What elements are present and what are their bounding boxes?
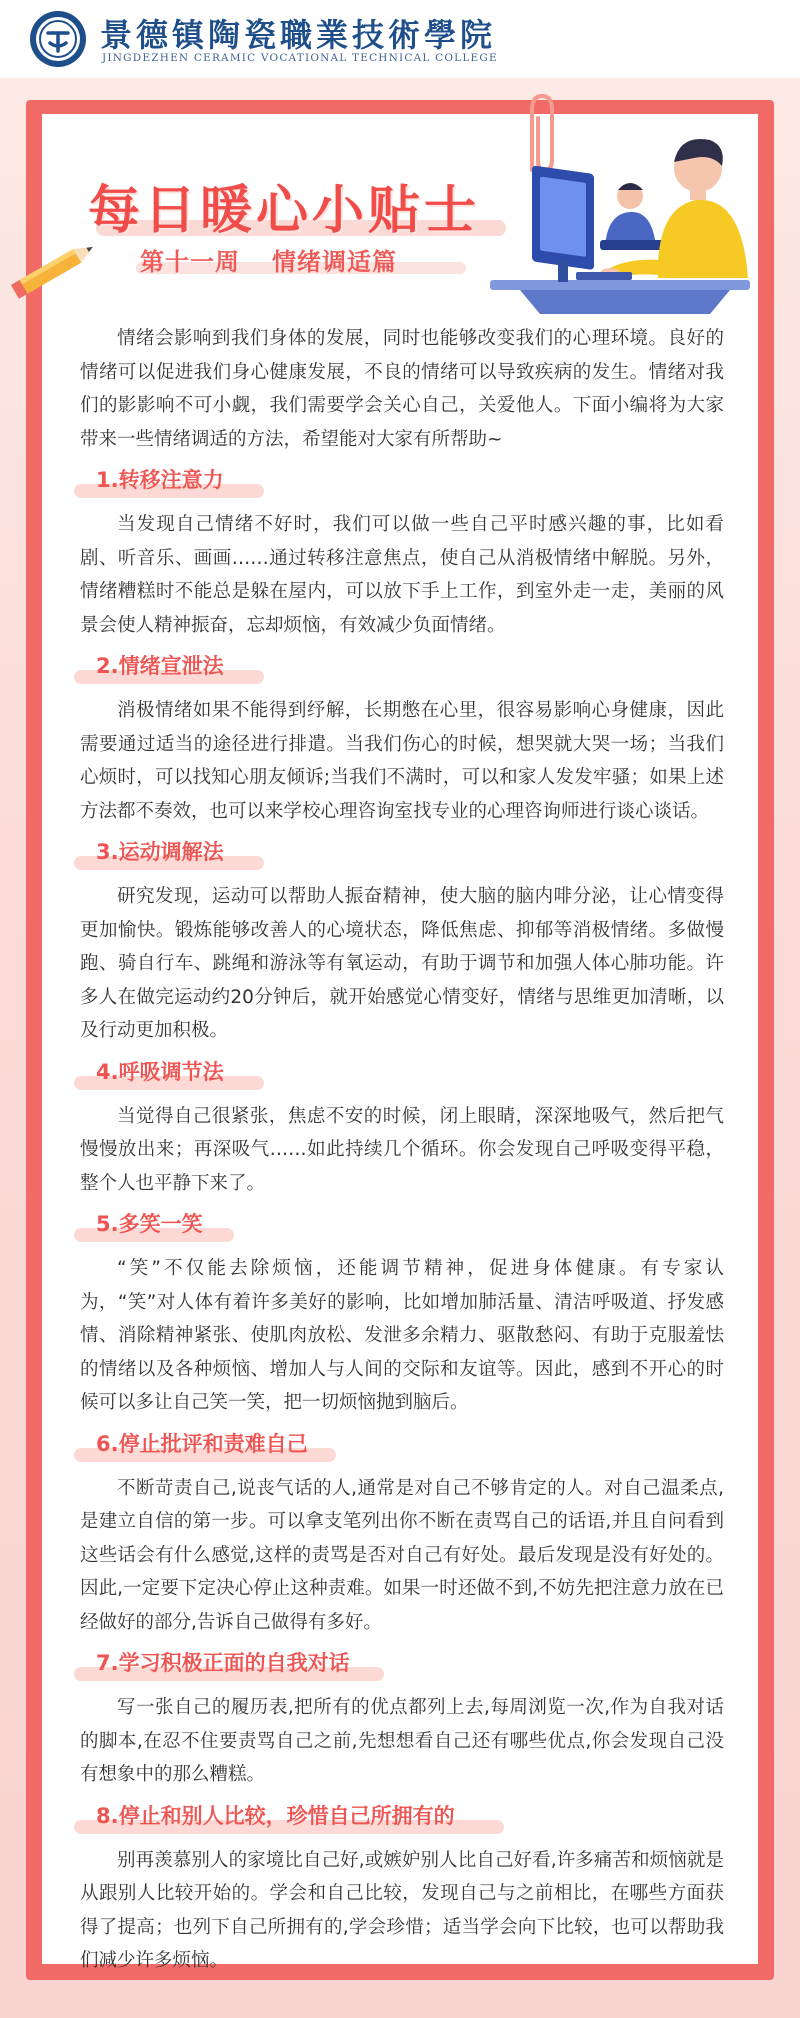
section-paragraph: 当发现自己情绪不好时，我们可以做一些自己平时感兴趣的事，比如看剧、听音乐、画画……通过转移注意焦点，使自己从消极情绪中解脱。另外，情绪糟糕时不能总是躲在屋内，可以放下手上工作，到室外走一走，美丽的风景会使人精神振奋，忘却烦恼，有效减少负面情绪。 [80, 514, 724, 636]
section-heading-text: 3.运动调解法 [96, 840, 224, 864]
section-paragraph: “笑”不仅能去除烦恼，还能调节精神，促进身体健康。有专家认为，“笑”对人体有着许多美好的影响，比如增加肺活量、清洁呼吸道、抒发感情、消除精神紧张、使肌肉放松、发泄多余精力、驱散愁闷、有助于克服羞怯的情绪以及各种烦恼、增加人与人间的交际和友谊等。因此，感到不开心的时候可以多让自己笑一笑，把一切烦恼抛到脑后。 [80, 1258, 724, 1413]
section-paragraph: 别再羡慕别人的家境比自己好,或嫉妒别人比自己好看,许多痛苦和烦恼就是从跟别人比较开始的。学会和自己比较，发现自己与之前相比，在哪些方面获得了提高；也列下自己所拥有的,学会珍惜；适当学会向下比较，也可以帮助我们减少许多烦恼。 [80, 1849, 724, 1971]
section-paragraph: 研究发现，运动可以帮助人振奋精神，使大脑的脑内啡分泌，让心情变得更加愉快。锻炼能够改善人的心境状态，降低焦虑、抑郁等消极情绪。多做慢跑、骑自行车、跳绳和游泳等有氧运动，有助于调节和加强人体心肺功能。许多人在做完运动约20分钟后，就开始感觉心情变好，情绪与思维更加清晰，以及行动更加积极。 [80, 886, 724, 1041]
section-heading [80, 1800, 724, 1836]
page-title: 每日暖心小贴士 [88, 181, 481, 241]
section-heading-text: 1.转移注意力 [96, 468, 224, 492]
section-heading [80, 1056, 724, 1092]
page-header [0, 0, 800, 79]
section-heading-text: 4.呼吸调节法 [96, 1059, 224, 1084]
intro-paragraph: 情绪会影响到我们身体的发展，同时也能够改变我们的心理环境。良好的情绪可以促进我们身心健康发展，不良的情绪可以导致疾病的发生。情绪对我们的影影响不可小觑，我们需要学会关心自己，关爱他人。下面小编将为大家带来一些情绪调适的方法，希望能对大家有所帮助~ [80, 328, 724, 450]
section-heading [80, 650, 724, 686]
section-heading [80, 464, 724, 500]
college-logo-icon [28, 9, 88, 69]
section-heading-text: 6.停止批评和责难自己 [96, 1431, 308, 1456]
section-paragraph: 当觉得自己很紧张，焦虑不安的时候，闭上眼睛，深深地吸气，然后把气慢慢放出来；再深吸气……如此持续几个循环。你会发现自己呼吸变得平稳，整个人也平静下来了。 [80, 1105, 724, 1194]
section-heading-text: 7.学习积极正面的自我对话 [96, 1651, 350, 1675]
section-heading [80, 1647, 724, 1683]
school-name-english: JINGDEZHEN CERAMIC VOCATIONAL TECHNICAL COLLEGE [102, 52, 498, 64]
section-heading [80, 1428, 724, 1464]
page-subtitle [140, 242, 397, 277]
section-heading-text: 2.情绪宣泄法 [96, 654, 224, 678]
week-label: 第十一周 [140, 248, 240, 276]
section-paragraph: 消极情绪如果不能得到纾解，长期憋在心里，很容易影响心身健康，因此需要通过适当的途径进行排遣。当我们伤心的时候，想哭就大哭一场；当我们心烦时，可以找知心朋友倾诉;当我们不满时，可以和家人发发牢骚；如果上述方法都不奏效，也可以来学校心理咨询室找专业的心理咨询师进行谈心谈话。 [80, 700, 724, 822]
office-worker-illustration-icon [480, 128, 770, 314]
school-name: 景德镇陶瓷職業技術學院 [100, 16, 497, 54]
section-heading-text: 5.多笑一笑 [96, 1212, 203, 1236]
section-heading [80, 1208, 724, 1244]
section-paragraph: 写一张自己的履历表,把所有的优点都列上去,每周浏览一次,作为自我对话的脚本,在忍不住要责骂自己之前,先想想看自己还有哪些优点,你会发现自己没有想象中的那么糟糕。 [80, 1697, 724, 1785]
section-heading-text: 8.停止和别人比较，珍惜自己所拥有的 [96, 1803, 455, 1828]
section-heading [80, 836, 724, 872]
topic-label: 情绪调适篇 [272, 248, 397, 276]
article-body [80, 322, 724, 1978]
section-paragraph: 不断苛责自己,说丧气话的人,通常是对自己不够肯定的人。对自己温柔点,是建立自信的第一步。可以拿支笔列出你不断在责骂自己的话语,并且自问看到这些话会有什么感觉,这样的责骂是否对自己有好处。最后发现是没有好处的。因此,一定要下定决心停止这种责难。如果一时还做不到,不妨先把注意力放在已经做好的部分,告诉自己做得有多好。 [80, 1477, 724, 1633]
